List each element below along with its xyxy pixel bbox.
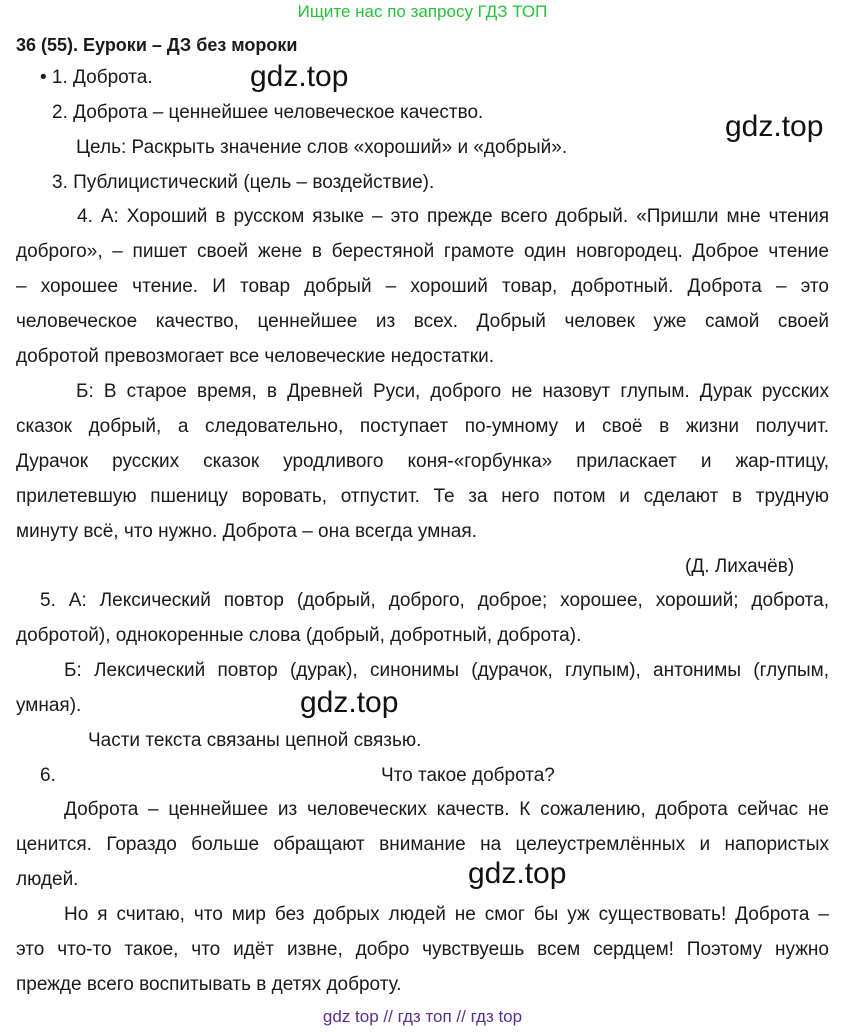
- essay-p1-line-2: ценится. Гораздо больше обращают внимание на целеустремлённых и напористых: [16, 834, 829, 855]
- item4b-line-4: прилетевшую пшеницу воровать, отпустит. Те за него потом и сделают в трудную: [16, 486, 829, 507]
- top-banner[interactable]: Ищите нас по запросу ГДЗ ТОП: [297, 2, 548, 21]
- essay-p2-line-2: это что-то такое, что идёт извне, добро чувствуешь всем сердцем! Поэтому нужно: [16, 939, 829, 960]
- item4a-line-2: доброго», – пишет своей жене в берестяной грамоте один новгородец. Доброе чтение: [16, 241, 829, 262]
- item5a-line-2: добротой), однокоренные слова (добрый, добротный, доброта).: [16, 625, 582, 646]
- item4b-line-5: минуту всё, что нужно. Доброта – она всегда умная.: [16, 521, 477, 542]
- list-item-2: 2. Доброта – ценнейшее человеческое качество.: [52, 102, 484, 123]
- item4a-line-3: – хорошее чтение. И товар добрый – хороший товар, добротный. Доброта – это: [16, 276, 829, 297]
- list-item-1: • 1. Доброта.: [40, 67, 153, 88]
- watermark: gdz.top: [468, 857, 567, 890]
- item4a-line-5: добротой превозмогает все человеческие недостатки.: [16, 346, 495, 367]
- essay-p2-line-1: Но я считаю, что мир без добрых людей не смог бы уж существовать! Доброта –: [64, 904, 829, 925]
- item4a-line-1: 4. А: Хороший в русском языке – это прежде всего добрый. «Пришли мне чтения: [77, 206, 829, 227]
- link-text: Части текста связаны цепной связью.: [88, 730, 422, 751]
- item5b-line-2: умная).: [16, 695, 82, 716]
- item4b-line-1: Б: В старое время, в Древней Руси, доброго не назовут глупым. Дурак русских: [76, 381, 829, 402]
- page-title: 36 (55). Еуроки – ДЗ без мороки: [16, 35, 298, 55]
- essay-title: Что такое доброта?: [381, 765, 555, 786]
- watermark: gdz.top: [250, 60, 349, 93]
- item4b-line-3: Дурачок русских сказок уродливого коня-«горбунка» приласкает и жар-птицу,: [16, 451, 829, 472]
- author: (Д. Лихачёв): [685, 556, 795, 577]
- footer-links[interactable]: gdz top // гдз топ // гдз top: [322, 1007, 523, 1026]
- item5a-line-1: 5. А: Лексический повтор (добрый, доброго, доброе; хорошее, хороший; доброта,: [40, 590, 829, 611]
- item5b-line-1: Б: Лексический повтор (дурак), синонимы (дурачок, глупым), антонимы (глупым,: [64, 660, 829, 681]
- essay-p1-line-3: людей.: [16, 869, 79, 890]
- list-item-3: 3. Публицистический (цель – воздействие).: [52, 172, 435, 193]
- essay-p1-line-1: Доброта – ценнейшее из человеческих качеств. К сожалению, доброта сейчас не: [64, 799, 829, 820]
- watermark: gdz.top: [300, 686, 399, 719]
- goal-text: Цель: Раскрыть значение слов «хороший» и «добрый».: [76, 137, 568, 158]
- watermark: gdz.top: [725, 110, 824, 143]
- essay-p2-line-3: прежде всего воспитывать в детях доброту.: [16, 974, 402, 995]
- item4b-line-2: сказок добрый, а следовательно, поступает по-умному и своё в жизни получит.: [16, 416, 829, 437]
- item4a-line-4: человеческое качество, ценнейшее из всех. Добрый человек уже самой своей: [16, 311, 829, 332]
- item6-number: 6.: [40, 765, 56, 786]
